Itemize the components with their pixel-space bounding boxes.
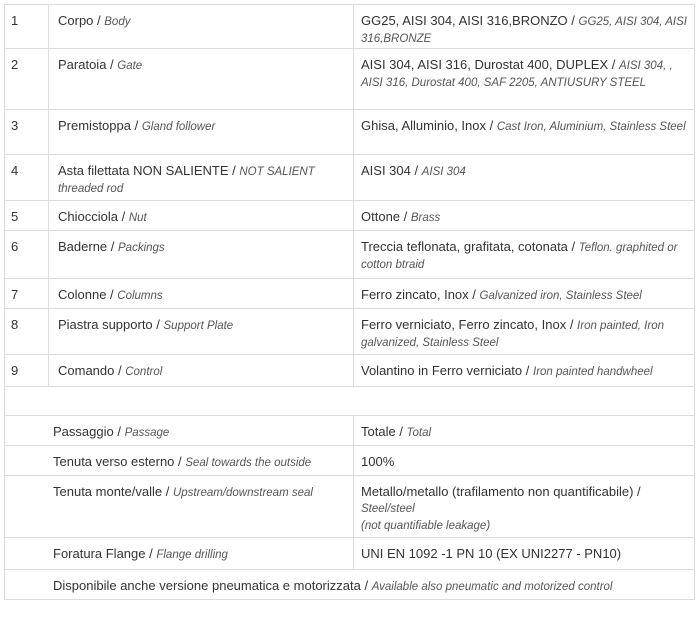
component-row bbox=[5, 110, 695, 155]
component-number: 8 bbox=[5, 309, 49, 355]
flange-label: Foratura Flange / Flange drilling bbox=[5, 538, 354, 570]
component-material: Ferro verniciato, Ferro zincato, Inox / Iron painted, Iron galvanized, Stainless Steel bbox=[354, 309, 695, 355]
component-row bbox=[5, 5, 695, 49]
component-name: Asta filettata NON SALIENTE / NOT SALIENT threaded rod bbox=[49, 155, 354, 201]
component-row bbox=[5, 279, 695, 309]
component-material: Ghisa, Alluminio, Inox / Cast Iron, Aluminium, Stainless Steel bbox=[354, 110, 695, 155]
component-name: Paratoia / Gate bbox=[49, 49, 354, 110]
component-row bbox=[5, 155, 695, 201]
component-row bbox=[5, 309, 695, 355]
footer-row bbox=[5, 570, 695, 600]
passage-label: Passaggio / Passage bbox=[5, 416, 354, 446]
seal-updown-value: Metallo/metallo (trafilamento non quantificabile) / Steel/steel (not quantifiable leakage) bbox=[354, 476, 695, 538]
component-name: Piastra supporto / Support Plate bbox=[49, 309, 354, 355]
component-number: 4 bbox=[5, 155, 49, 201]
component-number: 2 bbox=[5, 49, 49, 110]
flange-row bbox=[5, 538, 695, 570]
seal-outside-value: 100% bbox=[354, 446, 695, 476]
component-name: Baderne / Packings bbox=[49, 231, 354, 279]
passage-row bbox=[5, 416, 695, 446]
component-material: GG25, AISI 304, AISI 316,BRONZO / GG25, AISI 304, AISI 316,BRONZE bbox=[354, 5, 695, 49]
component-number: 5 bbox=[5, 201, 49, 231]
component-name: Corpo / Body bbox=[49, 5, 354, 49]
component-row bbox=[5, 355, 695, 387]
component-number: 7 bbox=[5, 279, 49, 309]
component-number: 3 bbox=[5, 110, 49, 155]
component-material: Treccia teflonata, grafitata, cotonata / Teflon. graphited or cotton btraid bbox=[354, 231, 695, 279]
component-material: AISI 304, AISI 316, Durostat 400, DUPLEX / AISI 304, , AISI 316, Durostat 400, SAF 2205, ANTIUSURY STEEL bbox=[354, 49, 695, 110]
seal-outside-row bbox=[5, 446, 695, 476]
component-name: Comando / Control bbox=[49, 355, 354, 387]
component-material: AISI 304 / AISI 304 bbox=[354, 155, 695, 201]
flange-value: UNI EN 1092 -1 PN 10 (EX UNI2277 - PN10) bbox=[354, 538, 695, 570]
component-number: 9 bbox=[5, 355, 49, 387]
seal-updown-row bbox=[5, 476, 695, 538]
component-name: Chiocciola / Nut bbox=[49, 201, 354, 231]
spacer-row bbox=[5, 387, 695, 416]
component-name: Colonne / Columns bbox=[49, 279, 354, 309]
footer-note: Disponibile anche versione pneumatica e motorizzata / Available also pneumatic and motorized control bbox=[5, 570, 695, 600]
seal-updown-label: Tenuta monte/valle / Upstream/downstream seal bbox=[5, 476, 354, 538]
seal-outside-label: Tenuta verso esterno / Seal towards the outside bbox=[5, 446, 354, 476]
component-material: Ferro zincato, Inox / Galvanized iron, Stainless Steel bbox=[354, 279, 695, 309]
component-name: Premistoppa / Gland follower bbox=[49, 110, 354, 155]
component-number: 1 bbox=[5, 5, 49, 49]
component-material: Ottone / Brass bbox=[354, 201, 695, 231]
component-number: 6 bbox=[5, 231, 49, 279]
component-row bbox=[5, 49, 695, 110]
component-material: Volantino in Ferro verniciato / Iron painted handwheel bbox=[354, 355, 695, 387]
component-row bbox=[5, 231, 695, 279]
properties-body bbox=[5, 387, 695, 600]
specs-table bbox=[4, 4, 695, 600]
components-body bbox=[5, 5, 695, 387]
passage-value: Totale / Total bbox=[354, 416, 695, 446]
component-row bbox=[5, 201, 695, 231]
